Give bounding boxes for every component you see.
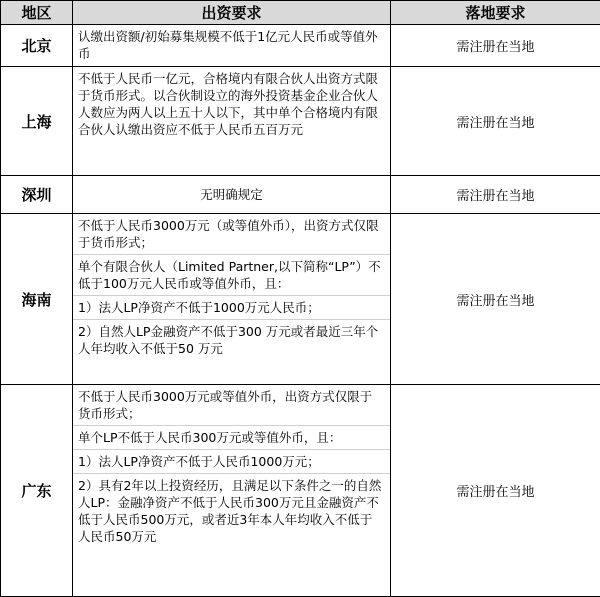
capital-text: 认缴出资额/初始募集规模不低于1亿元人民币或等值外币 — [78, 29, 378, 61]
capital-paragraph: 不低于人民币3000万元或等值外币，出资方式仅限于货币形式； — [78, 389, 373, 421]
capital-cell — [73, 214, 391, 385]
capital-paragraph: 2）自然人LP金融资产不低于300 万元或者最近三年个人年均收入不低于50 万元 — [73, 319, 390, 360]
capital-cell — [73, 67, 391, 176]
capital-paragraph: 单个有限合伙人（Limited Partner,以下简称“LP”）不低于100万元人民币或等值外币，且： — [73, 254, 390, 295]
header-registration: 落地要求 — [391, 1, 600, 25]
registration-cell: 需注册在当地 — [391, 385, 600, 597]
capital-cell — [73, 385, 391, 597]
header-row — [1, 1, 600, 25]
registration-cell: 需注册在当地 — [391, 67, 600, 176]
capital-paragraph: 不低于人民币3000万元（或等值外币），出资方式仅限于货币形式； — [78, 218, 379, 250]
table-row-hainan — [1, 214, 600, 385]
registration-cell: 需注册在当地 — [391, 25, 600, 67]
capital-cell: 无明确规定 — [73, 176, 391, 214]
capital-paragraph: 单个LP不低于人民币300万元或等值外币，且： — [73, 425, 390, 449]
capital-cell — [73, 25, 391, 67]
header-region: 地区 — [1, 1, 73, 25]
table-row-shanghai — [1, 67, 600, 176]
region-cell: 北京 — [1, 25, 73, 67]
capital-text: 不低于人民币一亿元，合格境内有限合伙人出资方式限于货币形式。以合伙制设立的海外投资基金企业合伙人人数应为两人以上五十人以下，其中单个合格境内有限合伙人认缴出资应不低于人民币五百万元 — [78, 71, 379, 137]
table-row-beijing — [1, 25, 600, 67]
capital-paragraph: 2）具有2年以上投资经历，且满足以下条件之一的自然人LP：金融净资产不低于人民币300万元且金融资产不低于人民币500万元，或者近3年本人年均收入不低于人民币50万元 — [73, 473, 390, 548]
table-row-shenzhen — [1, 176, 600, 214]
region-cell: 海南 — [1, 214, 73, 385]
header-capital: 出资要求 — [73, 1, 391, 25]
registration-cell: 需注册在当地 — [391, 176, 600, 214]
table-row-guangdong — [1, 385, 600, 597]
capital-paragraph: 1）法人LP净资产不低于人民币1000万元； — [73, 449, 390, 473]
region-cell: 深圳 — [1, 176, 73, 214]
region-cell: 上海 — [1, 67, 73, 176]
capital-paragraph: 1）法人LP净资产不低于1000万元人民币； — [73, 295, 390, 319]
region-cell: 广东 — [1, 385, 73, 597]
registration-cell: 需注册在当地 — [391, 214, 600, 385]
